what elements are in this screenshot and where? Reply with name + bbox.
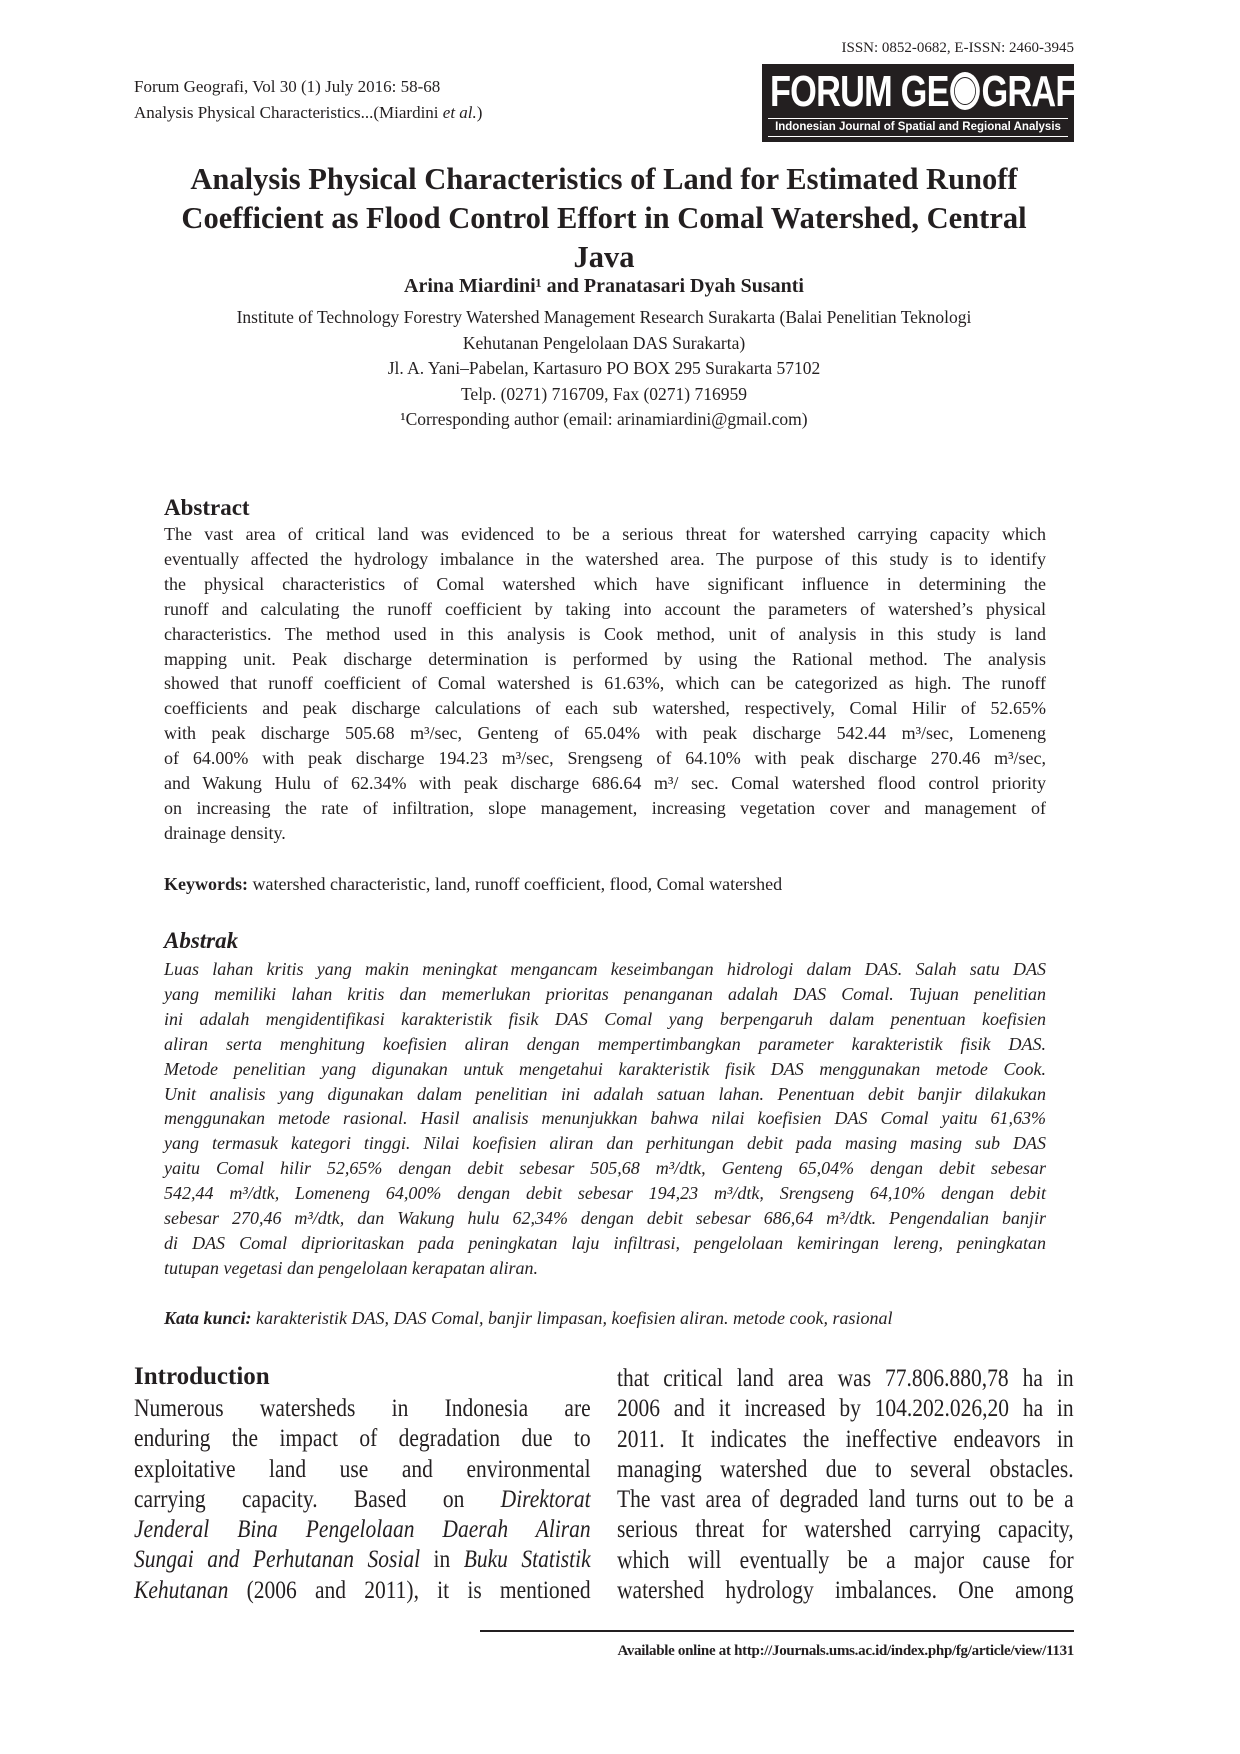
logo-title-left: FORUM GE	[770, 67, 949, 116]
authors: Arina Miardini¹ and Pranatasari Dyah Susanti	[404, 275, 804, 297]
text-segment: 2006 and it increased by 104.202.026,20 ha in	[617, 1395, 1074, 1423]
journal-citation: Forum Geografi, Vol 30 (1) July 2016: 58-68	[134, 77, 441, 96]
title-line: Coefficient as Flood Control Effort in Comal Watershed, Central	[181, 201, 1027, 235]
text-line	[134, 1394, 591, 1424]
text-segment: (2006 and 2011), it is mentioned	[228, 1576, 591, 1604]
text-line: showed that runoff coefficient of Comal watershed is 61.63%, which can be categorized as high. The runoff	[164, 673, 1046, 694]
text-line	[134, 1545, 591, 1575]
keywords-label: Keywords:	[164, 874, 248, 894]
title-line: Java	[573, 240, 635, 274]
text-line: yaitu Comal hilir 52,65% dengan debit sebesar 505,68 m³/dtk, Genteng 65,04% dengan debit sebesar	[164, 1158, 1046, 1179]
kata-kunci	[164, 1306, 1046, 1331]
text-line	[134, 1515, 591, 1545]
text-segment: Numerous watersheds in Indonesia are	[134, 1395, 591, 1422]
text-line: aliran serta menghitung koefisien aliran dengan mempertimbangkan parameter karakteristik fisik DAS.	[164, 1033, 1046, 1054]
footer-divider	[480, 1630, 1074, 1632]
text-segment: managing watershed due to several obstacles.	[617, 1455, 1074, 1483]
italic-text: Jenderal Bina Pengelolaan Daerah Aliran	[134, 1516, 591, 1544]
text-segment: which will eventually be a major cause for	[617, 1546, 1074, 1574]
text-line: The vast area of critical land was evidenced to be a serious threat for watershed carrying capacity which	[164, 524, 1046, 544]
text-line: sebesar 270,46 m³/dtk, dan Wakung hulu 62,34% dengan debit sebesar 686,64 m³/dtk. Pengendalian banjir	[164, 1208, 1046, 1229]
text-line: eventually affected the hydrology imbalance in the watershed area. The purpose of this study is to identify	[164, 548, 1046, 569]
text-line: coefficients and peak discharge calculations of each sub watershed, respectively, Comal Hilir of 52.65%	[164, 698, 1046, 719]
affiliation-line: Telp. (0271) 716709, Fax (0271) 716959	[460, 383, 748, 404]
text-line	[617, 1425, 1074, 1455]
text-segment: 2011. It indicates the ineffective endeavors in	[617, 1425, 1074, 1453]
affiliation-line: ¹Corresponding author (email: arinamiardini@gmail.com)	[400, 409, 808, 430]
running-title-end: )	[476, 103, 483, 122]
logo-title	[770, 66, 1084, 118]
text-line: 542,44 m³/dtk, Lomeneng 64,00% dengan debit sebesar 194,23 m³/dtk, Srengseng 64,10% dengan debit	[164, 1183, 1046, 1204]
text-line: tutupan vegetasi dan pengelolaan kerapatan aliran.	[164, 1257, 538, 1278]
text-line: on increasing the rate of infiltration, slope management, increasing vegetation cover and management of	[164, 797, 1046, 818]
text-line: menggunakan metode rasional. Hasil analisis menunjukkan bahwa nilai koefisien DAS Comal yaitu 61,63%	[164, 1108, 1046, 1129]
text-line	[617, 1394, 1074, 1424]
text-line	[617, 1576, 1074, 1606]
running-title-etal: et al.	[442, 103, 477, 122]
abstract-body	[164, 522, 1046, 846]
text-segment: serious threat for watershed carrying capacity,	[617, 1516, 1074, 1544]
text-segment: carrying capacity. Based on	[134, 1485, 501, 1513]
text-line	[617, 1546, 1074, 1576]
text-segment: exploitative land use and environmental	[134, 1455, 591, 1483]
kata-kunci-label: Kata kunci:	[164, 1308, 252, 1328]
text-line: di DAS Comal diprioritaskan pada peningkatan laju infiltrasi, pengelolaan kemiringan lereng, peningkatan	[164, 1232, 1046, 1253]
text-line	[617, 1485, 1074, 1515]
text-line: the physical characteristics of Comal watershed which have significant influence in determining the	[164, 573, 1046, 594]
journal-header	[134, 74, 482, 126]
text-line: ini adalah mengidentifikasi karakteristik fisik DAS Comal yang berpengaruh dalam penentuan koefisien	[164, 1008, 1046, 1029]
italic-text: Sungai and Perhutanan Sosial	[134, 1546, 421, 1574]
text-segment: that critical land area was 77.806.880,78 ha in	[617, 1365, 1074, 1392]
text-line: drainage density.	[164, 822, 286, 843]
text-line: of 64.00% with peak discharge 194.23 m³/sec, Srengseng of 64.10% with peak discharge 270.46 m³/sec,	[164, 748, 1046, 769]
globe-icon	[950, 72, 980, 110]
text-line	[617, 1515, 1074, 1545]
italic-text: Buku Statistik	[463, 1546, 591, 1574]
footer-availability: Available online at http://Journals.ums.ac.id/index.php/fg/article/view/1131	[617, 1643, 1074, 1659]
text-line: runoff and calculating the runoff coefficient by taking into account the parameters of watershed’s physical	[164, 598, 1046, 619]
text-line: characteristics. The method used in this analysis is Cook method, unit of analysis in this study is land	[164, 623, 1046, 644]
introduction-left-column	[134, 1394, 591, 1606]
text-line	[617, 1364, 1074, 1394]
text-line	[134, 1576, 591, 1606]
text-line	[134, 1424, 591, 1454]
text-line: yang memiliki lahan kritis dan memerlukan prioritas penanganan adalah DAS Comal. Tujuan penelitian	[164, 983, 1046, 1004]
affiliation-line: Jl. A. Yani–Pabelan, Kartasuro PO BOX 295 Surakarta 57102	[387, 358, 821, 379]
text-line: with peak discharge 505.68 m³/sec, Genteng of 65.04% with peak discharge 542.44 m³/sec, Lomeneng	[164, 723, 1046, 744]
italic-text: Direktorat	[500, 1485, 591, 1513]
text-line	[617, 1455, 1074, 1485]
abstrak-body	[164, 957, 1046, 1281]
keywords-text: watershed characteristic, land, runoff coefficient, flood, Comal watershed	[248, 874, 783, 894]
issn: ISSN: 0852-0682, E-ISSN: 2460-3945	[841, 40, 1074, 56]
running-title-text: Analysis Physical Characteristics...(Miardini	[134, 103, 443, 122]
keywords	[164, 872, 1046, 897]
text-line	[134, 1485, 591, 1515]
affiliation-line: Institute of Technology Forestry Watershed Management Research Surakarta (Balai Penelitian Teknologi	[236, 307, 972, 327]
italic-text: Kehutanan	[134, 1576, 229, 1604]
affiliation-line: Kehutanan Pengelolaan DAS Surakarta)	[462, 332, 746, 353]
text-line: mapping unit. Peak discharge determination is performed by using the Rational method. The analysis	[164, 648, 1046, 669]
text-segment: enduring the impact of degradation due to	[134, 1425, 591, 1453]
abstract-heading: Abstract	[164, 495, 250, 520]
text-line: Unit analisis yang digunakan dalam penelitian ini adalah satuan lahan. Penentuan debit banjir dilakukan	[164, 1083, 1046, 1104]
text-segment: watershed hydrology imbalances. One among	[617, 1577, 1074, 1605]
paper-title	[134, 160, 1074, 277]
introduction-right-column	[617, 1364, 1074, 1606]
text-segment: in	[420, 1546, 464, 1574]
title-line: Analysis Physical Characteristics of Land for Estimated Runoff	[190, 162, 1018, 196]
introduction-heading: Introduction	[134, 1363, 270, 1390]
text-line	[134, 1455, 591, 1485]
text-line: and Wakung Hulu of 62.34% with peak discharge 686.64 m³/ sec. Comal watershed flood control priority	[164, 773, 1046, 794]
abstrak-heading: Abstrak	[164, 928, 239, 953]
logo-subtitle: Indonesian Journal of Spatial and Regional Analysis	[768, 118, 1068, 137]
text-line: Metode penelitian yang digunakan untuk mengetahui karakteristik fisik DAS menggunakan metode Cook.	[164, 1058, 1046, 1079]
journal-logo	[762, 64, 1085, 142]
text-segment: The vast area of degraded land turns out to be a	[617, 1486, 1074, 1514]
logo-title-right: GRAFI	[981, 67, 1085, 116]
running-title	[134, 100, 482, 126]
kata-kunci-text: karakteristik DAS, DAS Comal, banjir limpasan, koefisien aliran. metode cook, rasional	[251, 1308, 893, 1328]
text-line: Luas lahan kritis yang makin meningkat mengancam keseimbangan hidrologi dalam DAS. Salah satu DAS	[164, 959, 1046, 979]
text-line: yang termasuk kategori tinggi. Nilai koefisien aliran dan perhitungan debit pada masing masing sub DAS	[164, 1133, 1046, 1154]
affiliation	[134, 305, 1074, 433]
